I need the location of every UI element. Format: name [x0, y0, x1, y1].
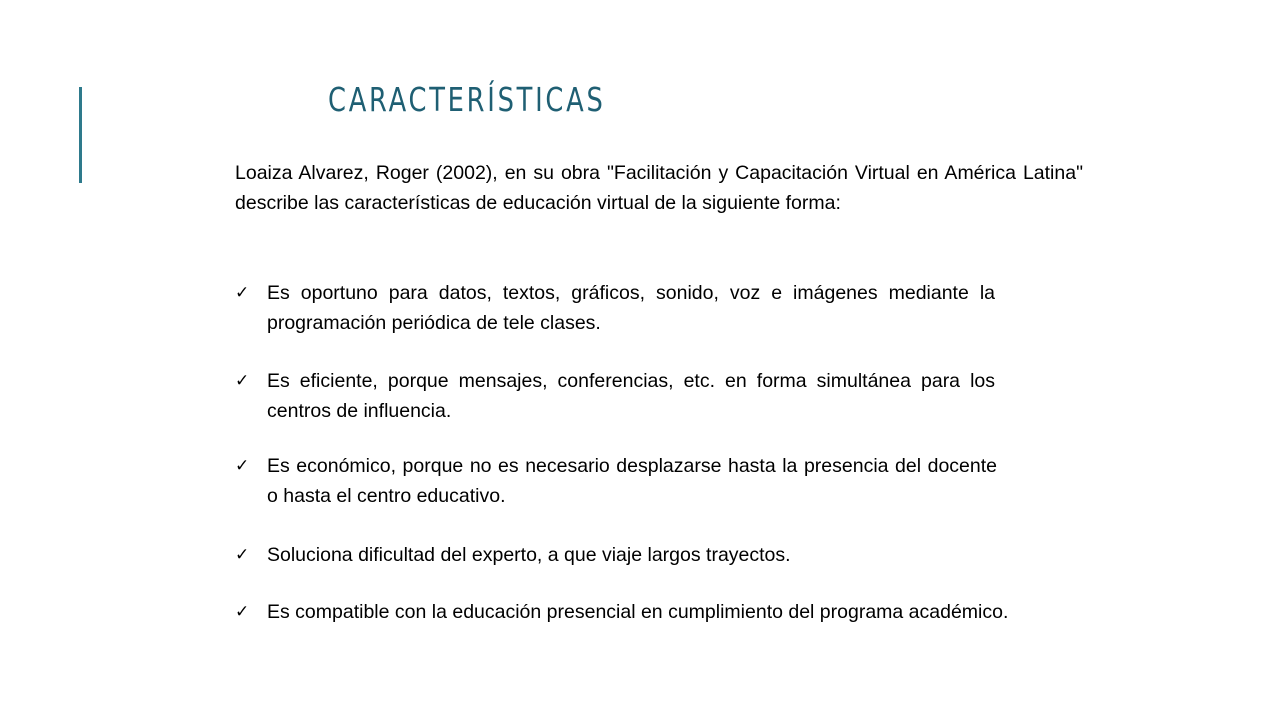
check-icon: ✓	[235, 283, 250, 303]
list-item	[235, 278, 995, 338]
list-item	[235, 597, 1055, 627]
intro-paragraph: Loaiza Alvarez, Roger (2002), en su obra "Facilitación y Capacitación Virtual en América Latina" describe las características de educación virtual de la siguiente forma:	[235, 162, 1083, 214]
list-item	[235, 451, 997, 511]
accent-bar	[79, 87, 82, 183]
list-item	[235, 366, 995, 426]
check-icon: ✓	[235, 371, 250, 391]
check-icon: ✓	[235, 456, 250, 476]
bullet-text: Soluciona dificultad del experto, a que viaje largos trayectos.	[267, 544, 791, 566]
bullet-text: Es eficiente, porque mensajes, conferencias, etc. en forma simultánea para los centros de influencia.	[267, 370, 995, 422]
bullet-text: Es económico, porque no es necesario desplazarse hasta la presencia del docente o hasta el centro educativo.	[267, 455, 997, 507]
bullet-text: Es oportuno para datos, textos, gráficos, sonido, voz e imágenes mediante la programación periódica de tele clases.	[267, 282, 995, 334]
page-title: CARACTERÍSTICAS	[328, 80, 606, 119]
list-item	[235, 540, 1065, 570]
check-icon: ✓	[235, 602, 250, 622]
check-icon: ✓	[235, 545, 250, 565]
bullet-text: Es compatible con la educación presencial en cumplimiento del programa académico.	[267, 601, 1009, 623]
